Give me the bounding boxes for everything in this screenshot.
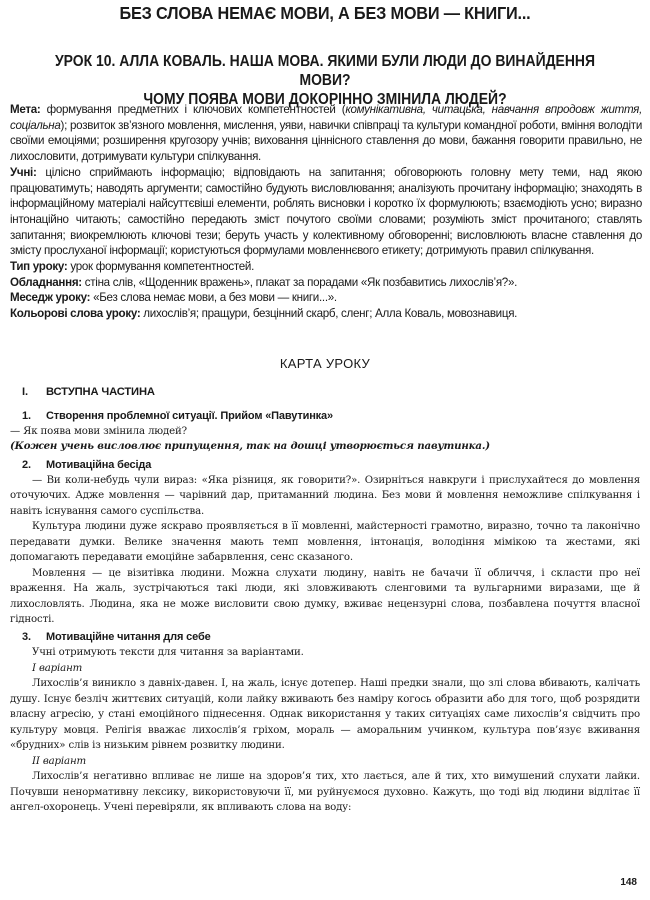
subsection-title: Створення проблемної ситуації. Прийом «Павутинка»: [46, 410, 333, 422]
section-title: ВСТУПНА ЧАСТИНА: [46, 386, 155, 398]
question-text: — Як поява мови змінила людей?: [10, 426, 187, 437]
lesson-title: [42, 52, 609, 109]
paragraph: Лихослів’я негативно впливає не лише на здоров’я тих, хто лається, але й тих, хто вимушений слухати лайки. Почувши ненормативну лексику, використовуючи її, ми руйнуємося духовно. Кажуть, що тоді від людини відлітає її ангел-охоронець. Учені перевіряли, як впливають слова на воду:: [10, 771, 640, 813]
subsection-title: Мотиваційна бесіда: [46, 458, 152, 471]
subsection-number: 3.: [22, 631, 31, 644]
type-paragraph: [10, 259, 642, 275]
instruction-note: [10, 439, 640, 454]
chapter-title: БЕЗ СЛОВА НЕМАЄ МОВИ, А БЕЗ МОВИ — КНИГИ...: [119, 3, 531, 23]
paragraph: Учні отримують тексти для читання за варіантами.: [32, 647, 304, 659]
goal-text: формування предметних і ключових компетентностей (: [40, 103, 346, 116]
message-label: Меседж уроку:: [10, 291, 91, 305]
equipment-text: стіна слів, «Щоденник вражень», плакат за порадами «Як позбавитись лихослів’я?».: [81, 275, 518, 289]
students-label: Учні:: [10, 165, 37, 179]
lesson-meta: [10, 102, 642, 322]
paragraph: Лихослів’я виникло з давніх-давен. І, на жаль, існує дотепер. Наші предки знали, що злі слова вбивають, калічать душу. Існує безліч життєвих ситуацій, коли лайку вживають без наміру когось образити або для того, щоб розрядити власну агресію, у стані емоційного піднесення. Однак використання у таких ситуаціях саме лихослів’я свідчить про культуру мовця. Релігія вважає лихослів’я гріхом, мораль — аморальним учинком, культура пов’язує вживання «брудних» слів із низьким рівнем розвитку людини.: [10, 678, 640, 752]
paragraph: — Ви коли-небудь чули вираз: «Яка різниця, як говорити?». Озирніться навкруги і прислухайтеся до мовлення оточуючих. Адже мовлення — чарівний дар, притаманний людина. Без мови й мовлення неможливе спілкування і навіть існування самого суспільства.: [10, 474, 640, 517]
goal-italic-text: комунікативна, читацька, навчання впродовж життя, соціальна: [10, 103, 642, 132]
students-paragraph: [10, 165, 642, 259]
message-paragraph: [10, 290, 642, 306]
subsection-number: 2.: [22, 458, 31, 471]
subsection-heading-1: [10, 408, 640, 424]
lesson-title-line2: ЧОМУ ПОЯВА МОВИ ДОКОРІННО ЗМІНИЛА ЛЮДЕЙ?: [143, 91, 507, 108]
subsection-heading-3: [10, 629, 640, 645]
subsection-title: Мотиваційне читання для себе: [46, 631, 211, 644]
lesson-title-line1: УРОК 10. АЛЛА КОВАЛЬ. НАША МОВА. ЯКИМИ БУЛИ ЛЮДИ ДО ВИНАЙДЕННЯ МОВИ?: [54, 53, 596, 89]
instruction-note-text: (Кожен учень висловлює припущення, так на дошці утворюється павутинка.): [10, 440, 490, 453]
equipment-paragraph: [10, 275, 642, 291]
colored-words-paragraph: [10, 306, 642, 322]
goal-text-continued: ); розвиток зв’язного мовлення, мислення, уяви, навички співпраці та культури командної роботи, вміння володіти своїми емоціями; розширення кругозору учнів; виховання ціннісного ставлення до мови, бажання говорити правильно, не лихословити, дотримувати культури спілкування.: [10, 118, 642, 164]
paragraph: Мовлення — це візитівка людини. Можна слухати людину, навіть не бачачи її обличчя, і скласти про неї враження. На жаль, зустрічаються такі люди, які зловживають сленговими та вульгарними виразами, ще й лихословлять. Людина, яка не може висловити свою думку, вживає нецензурні слова, позбавлена почуття власної гідності.: [10, 567, 640, 625]
lesson-map-title: КАРТА УРОКУ: [279, 356, 371, 371]
variant-label: І варіант: [32, 662, 83, 674]
goal-paragraph: [10, 102, 642, 165]
message-text: «Без слова немає мови, а без мови — книги...».: [90, 291, 337, 305]
type-text: урок формування компетентностей.: [67, 260, 254, 274]
colored-words-text: лихослів’я; пращури, безцінний скарб, сленг; Алла Коваль, мовознавиця.: [140, 307, 518, 321]
section-heading: [10, 384, 640, 400]
page-number: 148: [620, 877, 637, 888]
paragraph: Культура людини дуже яскраво проявляється в її мовленні, майстерності грамотно, виразно, точно та лаконічно передавати думки. Велике значення мають темп мовлення, інтонація, володіння мімікою та жестами, які допомагають передавати емоційне забарвлення, сенс сказаного.: [10, 521, 640, 564]
colored-words-label: Кольорові слова уроку:: [10, 307, 141, 321]
goal-label: Мета:: [10, 103, 41, 116]
lesson-body: [10, 384, 640, 815]
variant-label: ІІ варіант: [32, 755, 87, 767]
subsection-number: 1.: [22, 410, 31, 422]
subsection-heading-2: [10, 457, 640, 473]
equipment-label: Обладнання:: [10, 275, 82, 289]
type-label: Тип уроку:: [10, 260, 68, 274]
students-text: цілісно сприймають інформацію; відповідають на запитання; обговорюють головну мету теми, над якою працюватимуть; наводять аргументи; самостійно будують висловлювання; аналізують прочитану інформацію; знаходять в інформаційному матеріалі найсуттєвіші елементи, роблять висновки і коротко їх формулюють; взаємодіють усно; виразно інтонаційно читають; самостійно передають зміст почутого своїми словами; розуміють зміст прочитаного; ставлять запитання; виокремлюють ключові тези; беруть участь у колективному обговоренні; висловлюють власне ставлення до змісту прослуханої інформації; користуються формулами мовленнєвого етикету; дотримують правил спілкування.: [10, 165, 642, 258]
section-number: I.: [22, 386, 28, 398]
